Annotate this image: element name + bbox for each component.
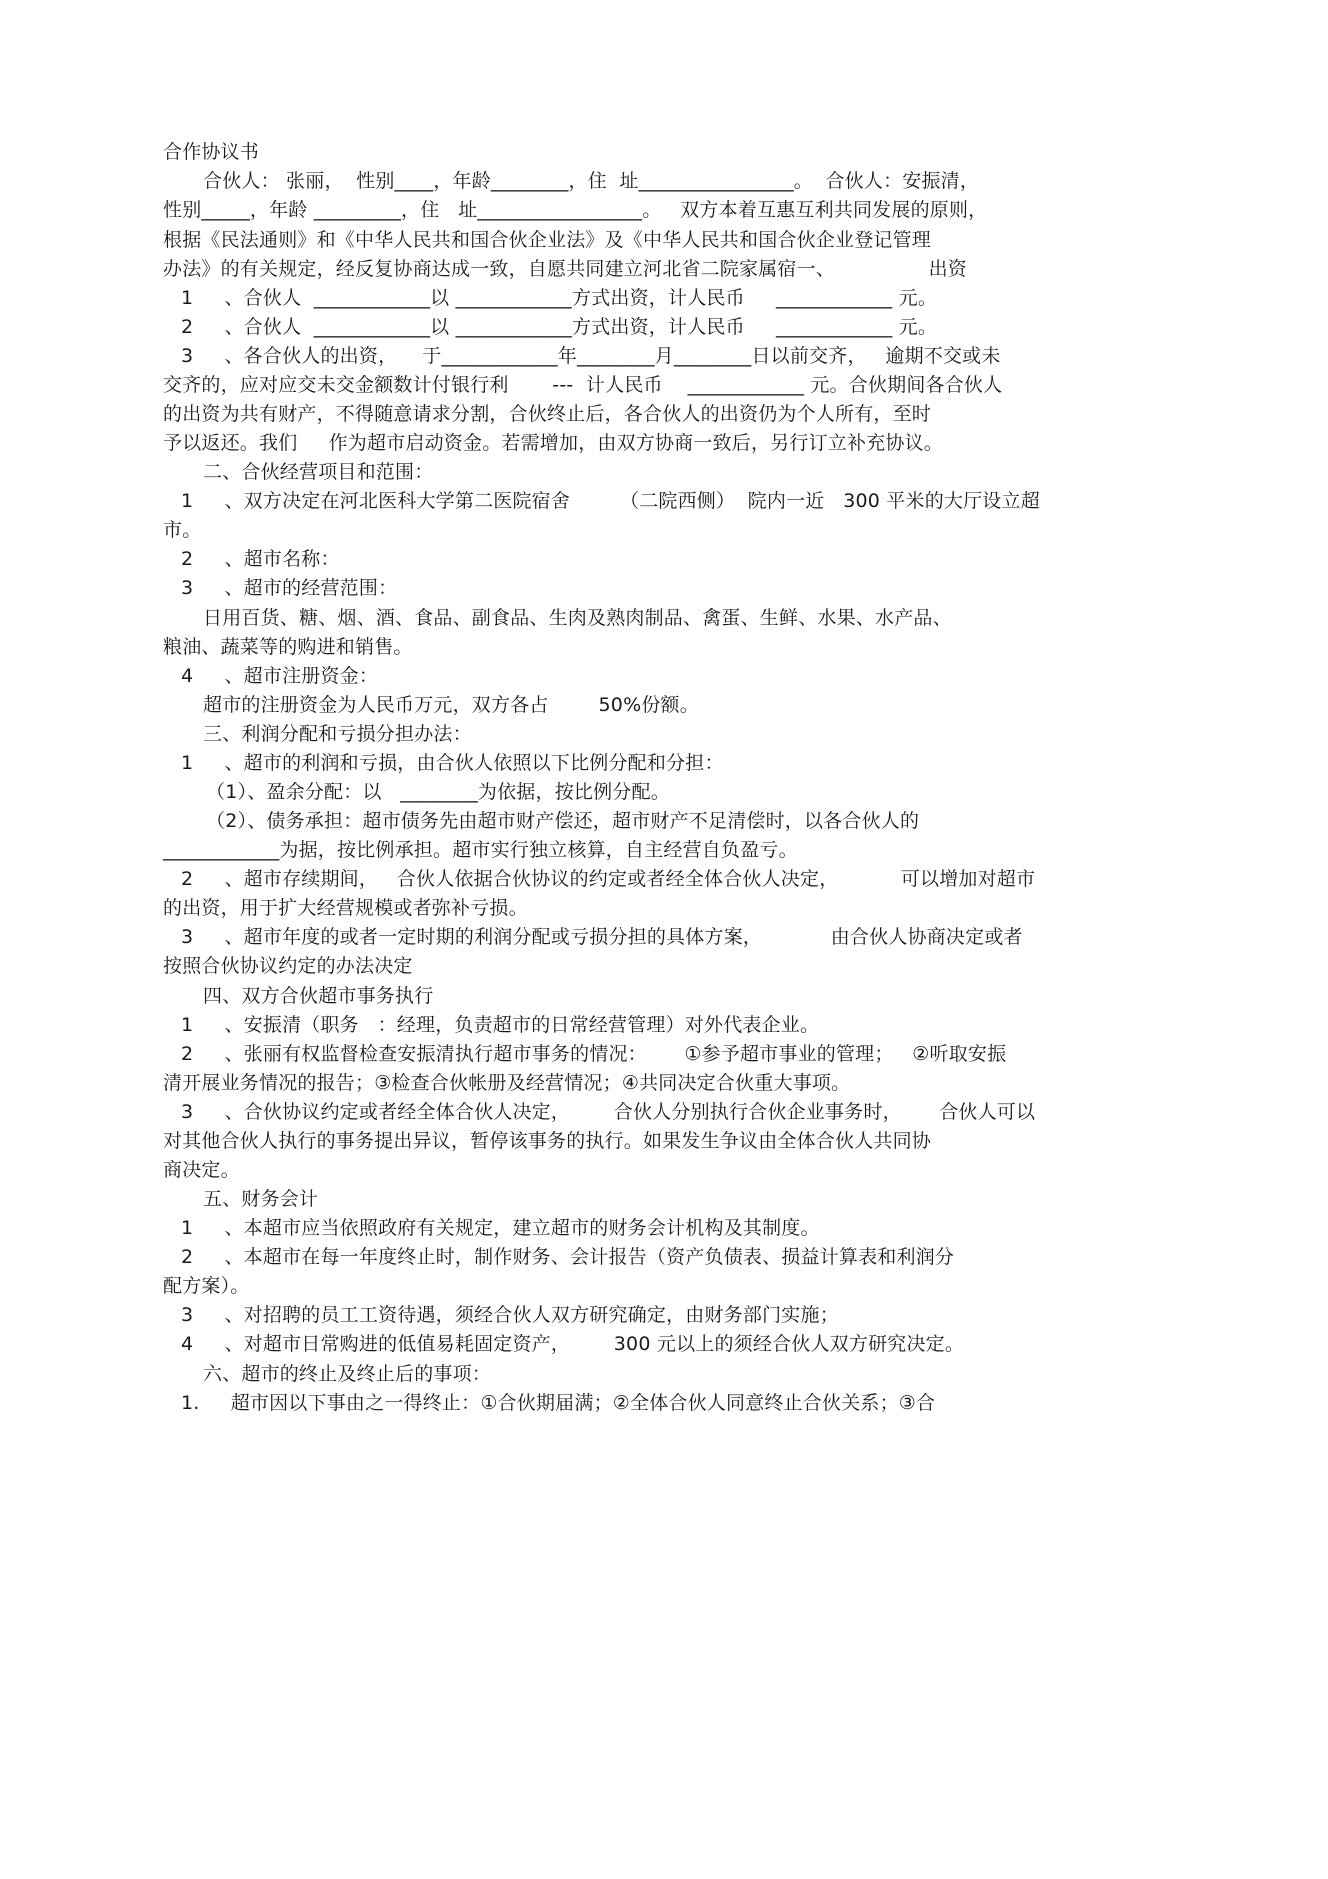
body-line: （2）、债务承担：超市债务先由超市财产偿还，超市财产不足清偿时，以各合伙人的 — [206, 810, 920, 832]
body-line: 2 、合伙人 ____________以 ____________方式出资，计人民币 ____________ 元。 — [181, 316, 938, 338]
body-line: 3 、超市年度的或者一定时期的利润分配或亏损分担的具体方案， 由合伙人协商决定或者 — [181, 926, 1023, 948]
body-line: 2 、张丽有权监督检查安振清执行超市事务的情况： ①参予超市事业的管理； ②听取安振 — [181, 1043, 1007, 1065]
section-heading: 六、超市的终止及终止后的事项： — [203, 1363, 492, 1385]
section-heading: 二、合伙经营项目和范围： — [203, 461, 434, 483]
body-line: 市。 — [163, 519, 202, 541]
body-line: 2 、本超市在每一年度终止时，制作财务、会计报告（资产负债表、损益计算表和利润分 — [181, 1246, 955, 1268]
body-line: 4 、对超市日常购进的低值易耗固定资产， 300 元以上的须经合伙人双方研究决定。 — [181, 1333, 965, 1355]
body-line: 4 、超市注册资金： — [181, 665, 379, 687]
body-line: 按照合伙协议约定的办法决定 — [163, 955, 413, 977]
body-line: 超市的注册资金为人民币万元，双方各占 50%份额。 — [203, 694, 699, 716]
body-line: 1 、合伙人 ____________以 ____________方式出资，计人民币 ____________ 元。 — [181, 287, 938, 309]
section-heading: 五、财务会计 — [203, 1188, 319, 1210]
body-line: 3 、各合伙人的出资， 于____________年________月________日以前交齐， 逾期不交或未 — [181, 345, 1001, 367]
body-line: 对其他合伙人执行的事务提出异议，暂停该事务的执行。如果发生争议由全体合伙人共同协 — [163, 1130, 932, 1152]
section-heading: 三、利润分配和亏损分担办法： — [203, 723, 472, 745]
body-line: ____________为据，按比例承担。超市实行独立核算，自主经营自负盈亏。 — [163, 839, 798, 861]
body-line: 3 、合伙协议约定或者经全体合伙人决定， 合伙人分别执行合伙企业事务时， 合伙人可以 — [181, 1101, 1036, 1123]
body-line: 的出资为共有财产，不得随意请求分割，合伙终止后，各合伙人的出资仍为个人所有，至时 — [163, 403, 932, 425]
body-line: 2 、超市名称： — [181, 548, 340, 570]
body-line: 的出资，用于扩大经营规模或者弥补亏损。 — [163, 897, 528, 919]
body-line: （1）、盈余分配：以 ________为依据，按比例分配。 — [206, 781, 670, 803]
body-line: 办法》的有关规定，经反复协商达成一致，自愿共同建立河北省二院家属宿一、 出资 — [163, 258, 967, 280]
body-line: 1 、双方决定在河北医科大学第二医院宿舍 （二院西侧） 院内一近 300 平米的大厅设立超 — [181, 490, 1040, 512]
body-line: 1. 超市因以下事由之一得终止：①合伙期届满；②全体合伙人同意终止合伙关系；③合 — [181, 1392, 936, 1414]
section-heading: 四、双方合伙超市事务执行 — [203, 985, 434, 1007]
body-line: 1 、安振清（职务 ：经理，负责超市的日常经营管理）对外代表企业。 — [181, 1014, 820, 1036]
body-line: 3 、对招聘的员工工资待遇，须经合伙人双方研究确定，由财务部门实施； — [181, 1304, 839, 1326]
body-line: 合伙人： 张丽， 性别____，年龄________，住 址________________。 合伙人：安振清， — [203, 170, 980, 192]
body-line: 日用百货、糖、烟、酒、食品、副食品、生肉及熟肉制品、禽蛋、生鲜、水果、水产品、 — [203, 607, 952, 629]
body-line: 予以返还。我们 作为超市启动资金。若需增加，由双方协商一致后，另行订立补充协议。 — [163, 432, 943, 454]
body-line: 1 、本超市应当依照政府有关规定，建立超市的财务会计机构及其制度。 — [181, 1217, 820, 1239]
body-line: 根据《民法通则》和《中华人民共和国合伙企业法》及《中华人民共和国合伙企业登记管理 — [163, 229, 932, 251]
body-line: 配方案）。 — [163, 1275, 250, 1297]
body-line: 性别_____，年龄 _________，住 址_________________。 双方本着互惠互利共同发展的原则， — [163, 199, 988, 221]
body-line: 商决定。 — [163, 1159, 240, 1181]
body-line: 粮油、蔬菜等的购进和销售。 — [163, 636, 413, 658]
body-line: 交齐的，应对应交未交金额数计付银行利 --- 计人民币 ____________ 元。合伙期间各合伙人 — [163, 374, 1003, 396]
document-title: 合作协议书 — [163, 141, 260, 163]
body-line: 3 、超市的经营范围： — [181, 577, 398, 599]
body-line: 1 、超市的利润和亏损，由合伙人依照以下比例分配和分担： — [181, 752, 724, 774]
body-line: 清开展业务情况的报告；③检查合伙帐册及经营情况；④共同决定合伙重大事项。 — [163, 1072, 851, 1094]
body-line: 2 、超市存续期间， 合伙人依据合伙协议的约定或者经全体合伙人决定， 可以增加对超市 — [181, 868, 1036, 890]
